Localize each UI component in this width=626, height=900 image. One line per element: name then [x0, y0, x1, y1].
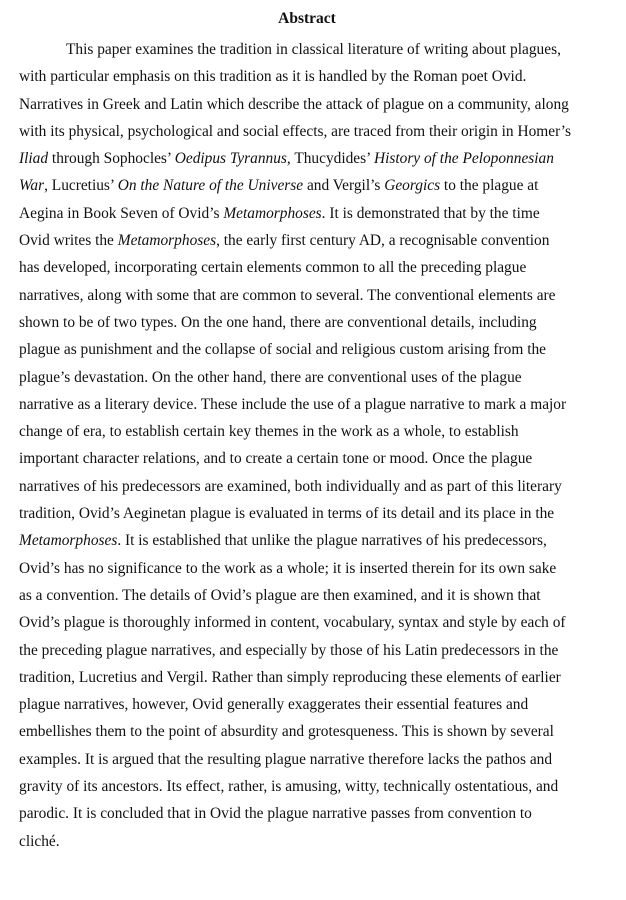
- text-segment: narratives of his predecessors are examined, both individually and as part of this literary: [19, 477, 562, 495]
- italic-title-text: Metamorphoses: [117, 232, 217, 250]
- text-line: [19, 172, 619, 199]
- text-segment: . It is established that unlike the plague narratives of his predecessors,: [117, 532, 547, 550]
- text-line: [19, 227, 619, 254]
- text-line: [19, 746, 619, 773]
- text-segment: as a convention. The details of Ovid’s plague are then examined, and it is shown that: [19, 586, 541, 604]
- text-segment: cliché.: [19, 832, 60, 850]
- text-segment: with its physical, psychological and social effects, are traced from their origin in Homer’s: [19, 122, 572, 140]
- text-segment: through Sophocles’: [48, 150, 175, 168]
- italic-title-text: On the Nature of the Universe: [117, 177, 304, 195]
- text-segment: embellishes them to the point of absurdity and grotesqueness. This is shown by several: [19, 723, 554, 741]
- text-line: [19, 609, 619, 636]
- text-segment: plague narratives, however, Ovid generally exaggerates their essential features and: [19, 696, 529, 714]
- text-segment: examples. It is argued that the resulting plague narrative therefore lacks the pathos and: [19, 750, 553, 768]
- text-line: [19, 473, 619, 500]
- text-segment: This paper examines the tradition in classical literature of writing about plagues,: [66, 41, 561, 58]
- text-line: [19, 391, 619, 418]
- text-segment: Ovid’s has no significance to the work as a whole; it is inserted therein for its own sake: [19, 559, 557, 577]
- text-line: [19, 254, 619, 281]
- italic-title-text: History of the Peloponnesian: [373, 150, 554, 168]
- text-line: [19, 418, 619, 445]
- abstract-body: [19, 36, 619, 855]
- text-line: [19, 718, 619, 745]
- text-segment: parodic. It is concluded that in Ovid the plague narrative passes from convention to: [19, 805, 532, 823]
- text-segment: Ovid writes the: [19, 232, 118, 250]
- text-segment: shown to be of two types. On the one hand, there are conventional details, including: [19, 313, 537, 331]
- text-line: [19, 773, 619, 800]
- text-line: [19, 582, 619, 609]
- text-segment: to the plague at: [440, 177, 539, 195]
- text-segment: Ovid’s plague is thoroughly informed in content, vocabulary, syntax and style by each of: [19, 614, 566, 632]
- text-segment: tradition, Lucretius and Vergil. Rather than simply reproducing these elements of earlier: [19, 668, 561, 686]
- italic-title-text: Iliad: [19, 150, 49, 168]
- abstract-title: Abstract: [278, 10, 336, 27]
- text-line: [19, 800, 619, 827]
- text-line: [19, 63, 619, 90]
- text-line: [19, 445, 619, 472]
- text-line: [19, 91, 619, 118]
- text-segment: narrative as a literary device. These include the use of a plague narrative to mark a major: [19, 395, 567, 413]
- text-line: [19, 664, 619, 691]
- text-segment: tradition, Ovid’s Aeginetan plague is evaluated in terms of its detail and its place in the: [19, 505, 555, 523]
- text-line: [19, 118, 619, 145]
- text-segment: important character relations, and to create a certain tone or mood. Once the plague: [19, 450, 533, 468]
- text-segment: plague’s devastation. On the other hand, there are conventional uses of the plague: [19, 368, 522, 386]
- text-segment: plague as punishment and the collapse of social and religious custom arising from the: [19, 341, 547, 359]
- text-line: [19, 309, 619, 336]
- text-line: [19, 527, 619, 554]
- text-segment: narratives, along with some that are common to several. The conventional elements are: [19, 286, 556, 304]
- italic-title-text: Metamorphoses: [19, 532, 118, 550]
- text-segment: and Vergil’s: [303, 177, 385, 195]
- text-line: [19, 555, 619, 582]
- text-segment: , the early first century AD, a recognisable convention: [216, 232, 550, 250]
- text-segment: has developed, incorporating certain elements common to all the preceding plague: [19, 259, 527, 277]
- text-segment: with particular emphasis on this tradition as it is handled by the Roman poet Ovid.: [19, 68, 527, 86]
- italic-title-text: War: [19, 177, 45, 195]
- text-segment: , Thucydides’: [286, 150, 374, 168]
- text-segment: , Lucretius’: [44, 177, 118, 195]
- italic-title-text: Oedipus Tyrannus: [174, 150, 287, 168]
- text-line: [19, 200, 619, 227]
- text-line: [19, 282, 619, 309]
- text-segment: gravity of its ancestors. Its effect, rather, is amusing, witty, technically ostentatious, and: [19, 778, 559, 796]
- text-line: [19, 36, 619, 63]
- text-line: [19, 637, 619, 664]
- text-line: [19, 691, 619, 718]
- text-line: [19, 828, 619, 855]
- text-segment: Aegina in Book Seven of Ovid’s: [19, 204, 224, 222]
- text-line: [19, 500, 619, 527]
- text-segment: Narratives in Greek and Latin which describe the attack of plague on a community, along: [19, 95, 569, 113]
- text-segment: . It is demonstrated that by the time: [321, 204, 540, 222]
- italic-title-text: Georgics: [384, 177, 441, 195]
- text-segment: change of era, to establish certain key themes in the work as a whole, to establish: [19, 423, 519, 441]
- text-line: [19, 336, 619, 363]
- italic-title-text: Metamorphoses: [223, 204, 322, 222]
- text-line: [19, 364, 619, 391]
- text-line: [19, 145, 619, 172]
- text-segment: the preceding plague narratives, and especially by those of his Latin predecessors in the: [19, 641, 559, 659]
